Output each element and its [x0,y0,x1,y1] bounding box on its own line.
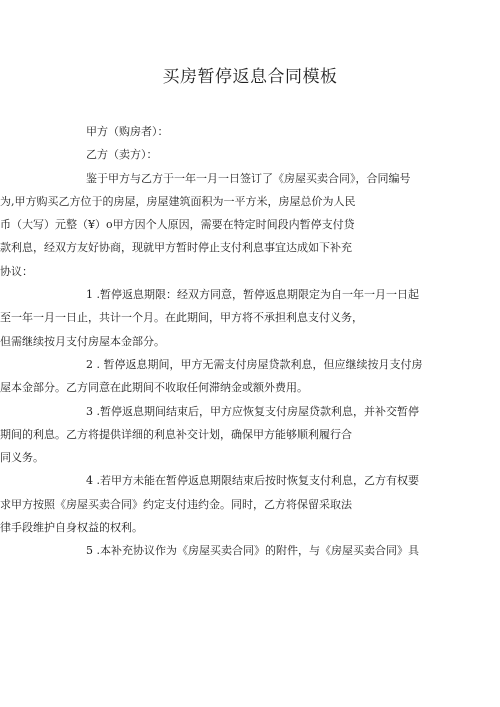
paragraph-line: 款利息，经双方友好协商，现就甲方暂时停止支付利息事宜达成如下补充 [0,241,352,255]
document-title: 买房暂停返息合同模板 [162,67,338,87]
paragraph-line: 但需继续按月支付房屋本金部分。 [0,334,165,348]
paragraph-line: 鉴于甲方与乙方于一年一月一日签订了《房屋买卖合同》，合同编号 [86,171,411,185]
contract-paragraph [0,353,446,400]
paragraph-line: 期间的利息。乙方将提供详细的利息补交计划，确保甲方能够顺利履行合 [0,427,352,441]
contract-paragraph [0,167,446,283]
paragraph-line: 律手段维护自身权益的权利。 [0,521,143,535]
contract-paragraph [86,539,446,562]
paragraph-line: 币（大写）元整（¥）o甲方因个人原因，需要在特定时间段内暂停支付贷 [0,218,355,232]
paragraph-line: 3 .暂停返息期间结束后，甲方应恢复支付房屋贷款利息，并补交暂停 [86,404,419,418]
party-a-line: 甲方（购房者）： [86,125,169,138]
paragraph-line: 5 .本补充协议作为《房屋买卖合同》的附件，与《房屋买卖合同》具 [86,544,419,558]
paragraph-line: 同义务。 [0,451,44,465]
party-b-line: 乙方（卖方）： [86,148,158,162]
contract-paragraphs [0,167,446,563]
contract-paragraph [0,469,446,539]
paragraph-line: 2 . 暂停返息期间，甲方无需支付房屋贷款利息，但应继续按月支付房 [86,357,423,371]
paragraph-line: 4 .若甲方未能在暂停返息期限结束后按时恢复支付利息，乙方有权要 [86,474,419,488]
contract-paragraph [0,283,446,353]
paragraph-line: 协议： [0,264,33,278]
contract-paragraph [0,400,446,470]
paragraph-line: 求甲方按照《房屋买卖合同》约定支付违约金。同时，乙方将保留采取法 [0,497,352,511]
paragraph-line: 为,甲方购买乙方位于的房屋，房屋建筑面积为一平方米，房屋总价为人民 [0,194,356,208]
paragraph-line: 屋本金部分。乙方同意在此期间不收取任何滞纳金或额外费用。 [0,381,308,395]
document-body [0,120,446,563]
paragraph-line: 1 .暂停返息期限：经双方同意，暂停返息期限定为自一年一月一日起 [86,288,419,302]
paragraph-line: 至一年一月一日止，共计一个月。在此期间，甲方将不承担利息支付义务， [0,311,363,325]
